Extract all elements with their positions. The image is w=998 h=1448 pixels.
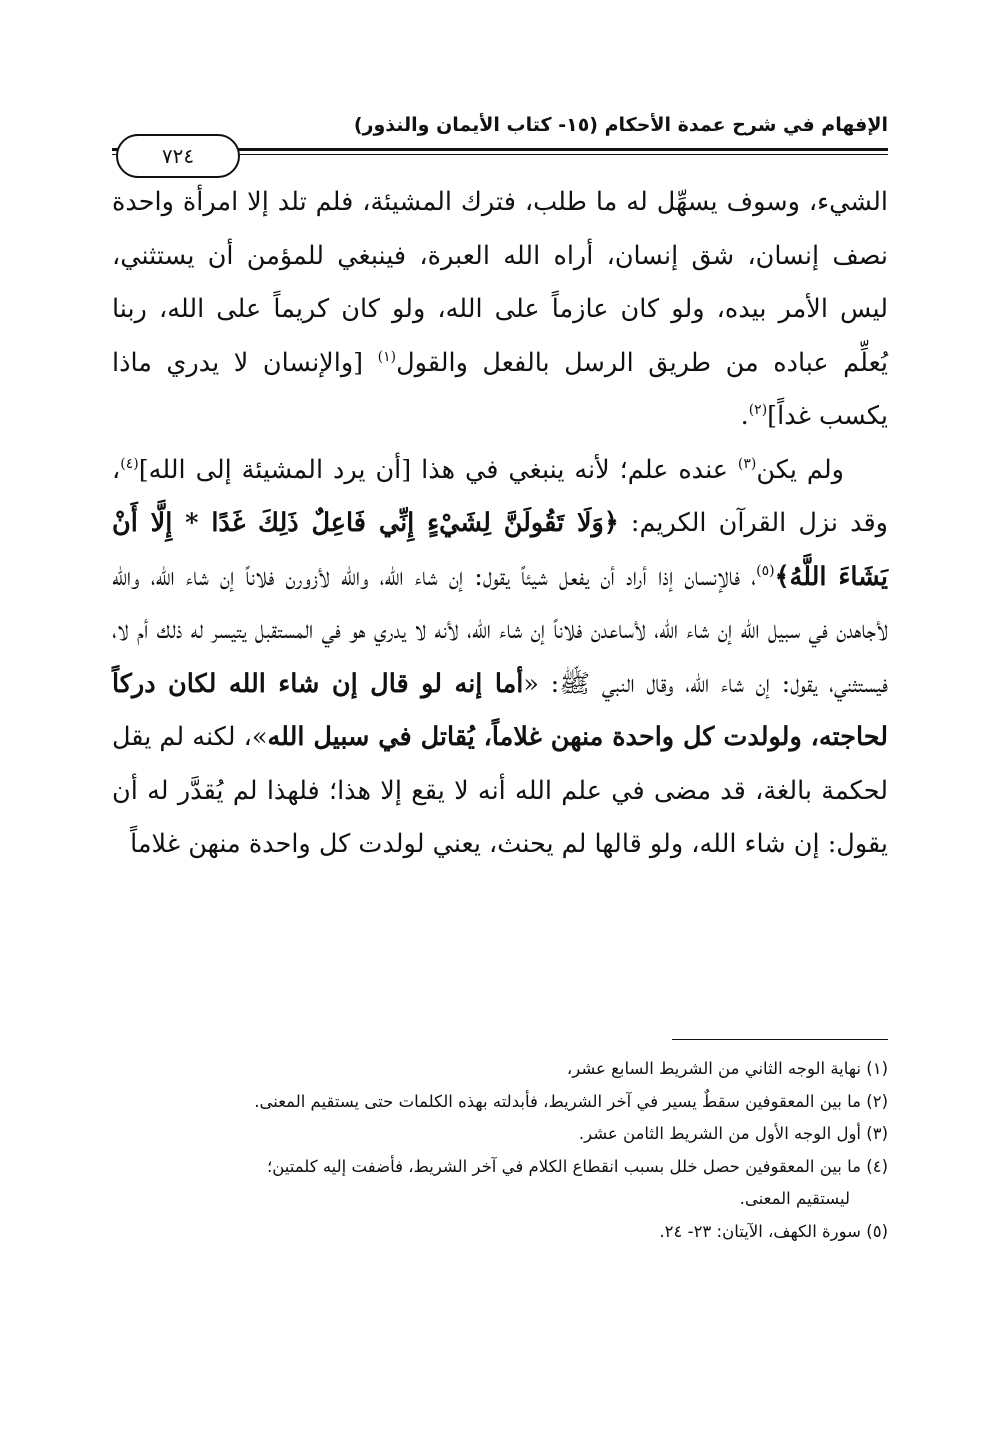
footnote-ref-2: (٢) — [748, 402, 768, 418]
page-number: ٧٢٤ — [116, 134, 240, 178]
text-segment: [والإنسان لا يدري ماذا يكسب غداً] — [112, 347, 888, 431]
footnote-ref-1: (١) — [377, 348, 397, 365]
footnote-4-continuation: ليستقيم المعنى. — [739, 1189, 850, 1208]
quran-verse: ﴿وَلَا تَقُولَنَّ لِشَيْءٍ إِنِّي فَاعِلٌ ذَلِكَ غَدًا * إِلَّا أَنْ يَشَاءَ اللَّهُ﴾ — [112, 508, 888, 592]
main-text — [112, 176, 888, 872]
running-header — [112, 108, 888, 178]
text-segment: ولم يكن — [756, 454, 844, 485]
footnote-1: (١) نهاية الوجه الثاني من الشريط السابع عشر، — [566, 1059, 888, 1078]
footnote-separator — [672, 1039, 888, 1040]
text-segment: ، فالإنسان إذا أراد أن يفعل شيئاً يقول: إن شاء الله، والله لأزورن فلاناً إن شاء الله، والله لأجاهدن في سبيل الله إن شاء الله، لأساعدن فلاناً إن شاء الله، لأنه لا يدري هو في المستقبل يتيسر له ذلك أم لا، فيستثني، يقول: إن شاء الله، وقال النبي ﷺ: « — [112, 561, 888, 699]
text-segment: . — [740, 401, 749, 431]
book-title: الإفهام في شرح عمدة الأحكام (١٥- كتاب الأيمان والنذور) — [353, 114, 888, 136]
text-segment: الشيء، وسوف يسهِّل له ما طلب، فترك المشيئة، فلم تلد إلا امرأة واحدة نصف إنسان، شق إنسان، أراه الله العبرة، فينبغي للمؤمن أن يستثني، ليس الأمر بيده، ولو كان عازماً على الله، ولو كان كريماً على الله، ربنا يُعلِّم عباده من طريق الرسل بالفعل والقول — [112, 187, 888, 378]
footnote-2: (٢) ما بين المعقوفين سقطٌ يسير في آخر الشريط، فأبدلته بهذه الكلمات حتى يستقيم المعنى. — [254, 1091, 888, 1111]
text-segment: عنده علم؛ لأنه ينبغي في هذا [أن يرد المشيئة إلى الله] — [138, 454, 738, 485]
text-segment: »، لكنه لم يقل لحكمة بالغة، قد مضى في علم الله أنه لا يقع إلا هذا؛ فلهذا لم يُقدَّر له أن يقول: إن شاء الله، ولو قالها لم يحنث، يعني لولدت كل واحدة منهن غلاماً — [112, 722, 888, 859]
paragraph-2 — [112, 444, 888, 872]
footnote-ref-5: (٥) — [756, 562, 775, 579]
paragraph-1 — [112, 176, 888, 444]
footnote-3: (٣) أول الوجه الأول من الشريط الثامن عشر. — [578, 1124, 888, 1143]
footnote-ref-4: (٤) — [120, 455, 139, 472]
footnote-4: (٤) ما بين المعقوفين حصل خلل بسبب انقطاع الكلام في آخر الشريط، فأضفت إليه كلمتين؛ — [266, 1156, 888, 1176]
text-segment: ، وقد نزل القرآن الكريم: — [112, 454, 888, 538]
footnotes — [112, 1053, 888, 1248]
footnote-5: (٥) سورة الكهف، الآيتان: ٢٣- ٢٤. — [659, 1221, 888, 1241]
footnote-ref-3: (٣) — [737, 455, 757, 472]
hadith-quote: أما إنه لو قال إن شاء الله لكان دركاً لحاجته، ولولدت كل واحدة منهن غلاماً، يُقاتل في سبيل الله — [112, 668, 889, 752]
